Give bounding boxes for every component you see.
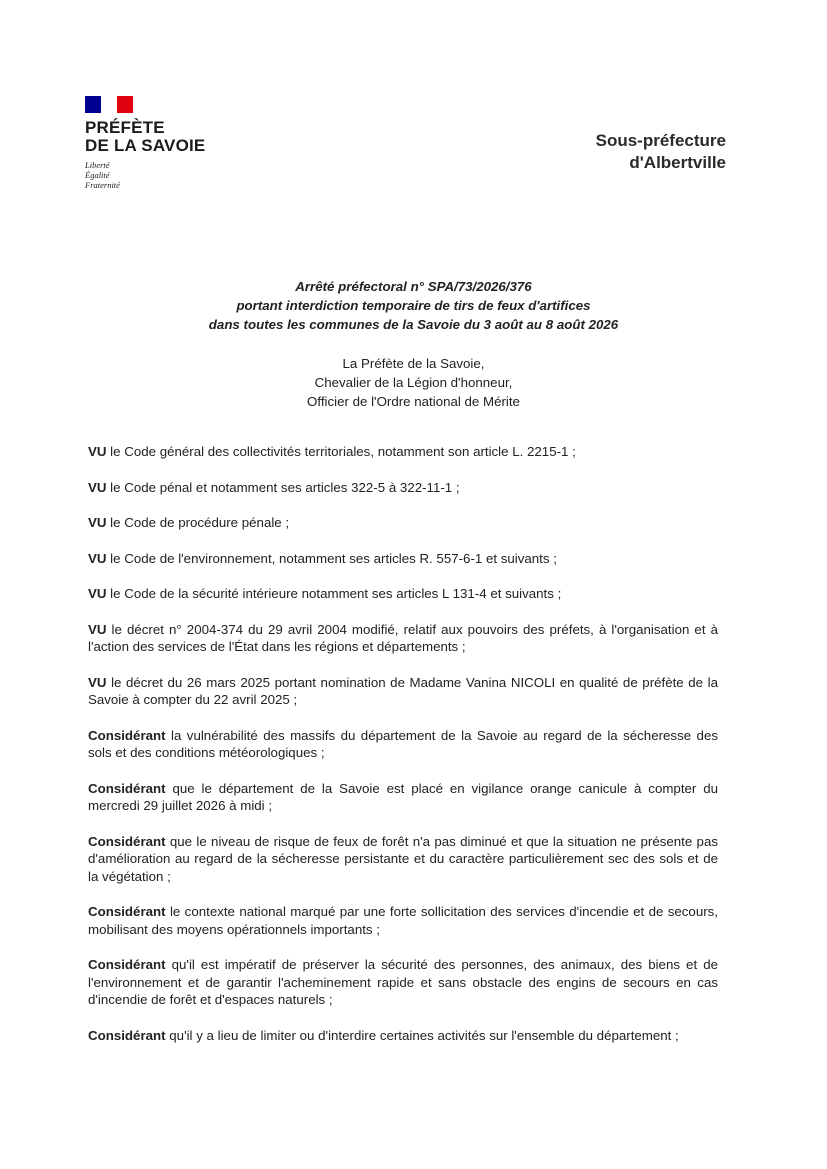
motto-egalite: Égalité — [85, 170, 110, 180]
clause-keyword: VU — [88, 479, 107, 495]
clause-text: le Code pénal et notamment ses articles 322-5 à 322-11-1 ; — [106, 479, 460, 495]
clause-list — [88, 443, 718, 1062]
clause-keyword: VU — [88, 444, 107, 459]
clause — [88, 550, 718, 568]
clause — [88, 674, 718, 709]
clause-text: qu'il y a lieu de limiter ou d'interdire certaines activités sur l'ensemble du département ; — [165, 1027, 679, 1043]
prefecture-logo — [85, 96, 225, 190]
clause — [88, 727, 718, 762]
clause — [88, 956, 718, 1009]
clause-keyword: Considérant — [88, 904, 166, 919]
clause-text: le Code général des collectivités territoriales, notamment son article L. 2215-1 ; — [106, 444, 576, 459]
clause-text: le contexte national marqué par une forte sollicitation des services d'incendie et de secours, mobilisant des moyens opérationnels importants ; — [88, 904, 718, 937]
motto-liberte: Liberté — [85, 160, 110, 170]
clause-text: la vulnérabilité des massifs du département de la Savoie au regard de la sécheresse des sols et des conditions météorologiques ; — [88, 727, 718, 760]
clause-keyword: VU — [88, 621, 107, 637]
subprefecture-heading — [596, 130, 726, 174]
authority-line-3: Officier de l'Ordre national de Mérite — [307, 394, 520, 409]
logo-line-1: PRÉFÈTE — [85, 118, 165, 137]
motto-fraternite: Fraternité — [85, 180, 120, 190]
decree-title-line-2: portant interdiction temporaire de tirs de feux d'artifices — [236, 298, 591, 313]
clause-text: le décret du 26 mars 2025 portant nomination de Madame Vanina NICOLI en qualité de préfète de la Savoie à compter du 22 avril 2025 ; — [88, 674, 718, 707]
subprefecture-line-1: Sous-préfecture — [595, 131, 726, 150]
decree-title-line-1: Arrêté préfectoral n° SPA/73/2026/376 — [295, 279, 532, 294]
clause-keyword: VU — [88, 515, 107, 530]
clause-keyword: Considérant — [88, 780, 166, 796]
clause — [88, 621, 718, 656]
marianne-flag-icon — [85, 96, 133, 113]
clause-keyword: Considérant — [88, 833, 166, 849]
clause — [88, 514, 718, 532]
clause-keyword: VU — [88, 586, 107, 601]
issuing-authority — [0, 354, 827, 411]
clause-text: que le niveau de risque de feux de forêt n'a pas diminué et que la situation ne présente pas d'amélioration au regard de la sécheresse persistante et du caractère particulièrement sec des sols et de la végétation ; — [88, 833, 718, 884]
clause — [88, 833, 718, 886]
subprefecture-line-2: d'Albertville — [629, 153, 726, 172]
clause-keyword: Considérant — [88, 957, 166, 972]
clause-keyword: VU — [88, 674, 107, 690]
logo-line-2: DE LA SAVOIE — [85, 136, 206, 155]
clause-text: le Code de procédure pénale ; — [106, 515, 290, 530]
clause — [88, 1027, 718, 1045]
clause-keyword: Considérant — [88, 1027, 166, 1043]
clause — [88, 479, 718, 497]
clause-keyword: Considérant — [88, 727, 166, 743]
clause — [88, 585, 718, 603]
clause — [88, 780, 718, 815]
clause-text: le décret n° 2004-374 du 29 avril 2004 modifié, relatif aux pouvoirs des préfets, à l'organisation et à l'action des services de l'État dans les régions et départements ; — [88, 621, 718, 654]
decree-title-line-3: dans toutes les communes de la Savoie du 3 août au 8 août 2026 — [208, 317, 619, 332]
clause — [88, 443, 718, 461]
clause-text: qu'il est impératif de préserver la sécurité des personnes, des animaux, des biens et de l'environnement et de garantir l'acheminement rapide et sans obstacle des engins de secours en cas d'incendie de forêt et d'espaces naturels ; — [88, 957, 718, 1007]
republic-motto — [85, 160, 225, 190]
clause — [88, 903, 718, 938]
clause-keyword: VU — [88, 550, 107, 566]
clause-text: le Code de la sécurité intérieure notamment ses articles L 131-4 et suivants ; — [106, 586, 562, 601]
authority-line-2: Chevalier de la Légion d'honneur, — [314, 375, 513, 390]
clause-text: le Code de l'environnement, notamment ses articles R. 557-6-1 et suivants ; — [106, 550, 557, 566]
authority-line-1: La Préfète de la Savoie, — [342, 356, 485, 371]
decree-title — [0, 277, 827, 334]
clause-text: que le département de la Savoie est placé en vigilance orange canicule à compter du mercredi 29 juillet 2026 à midi ; — [88, 780, 718, 813]
